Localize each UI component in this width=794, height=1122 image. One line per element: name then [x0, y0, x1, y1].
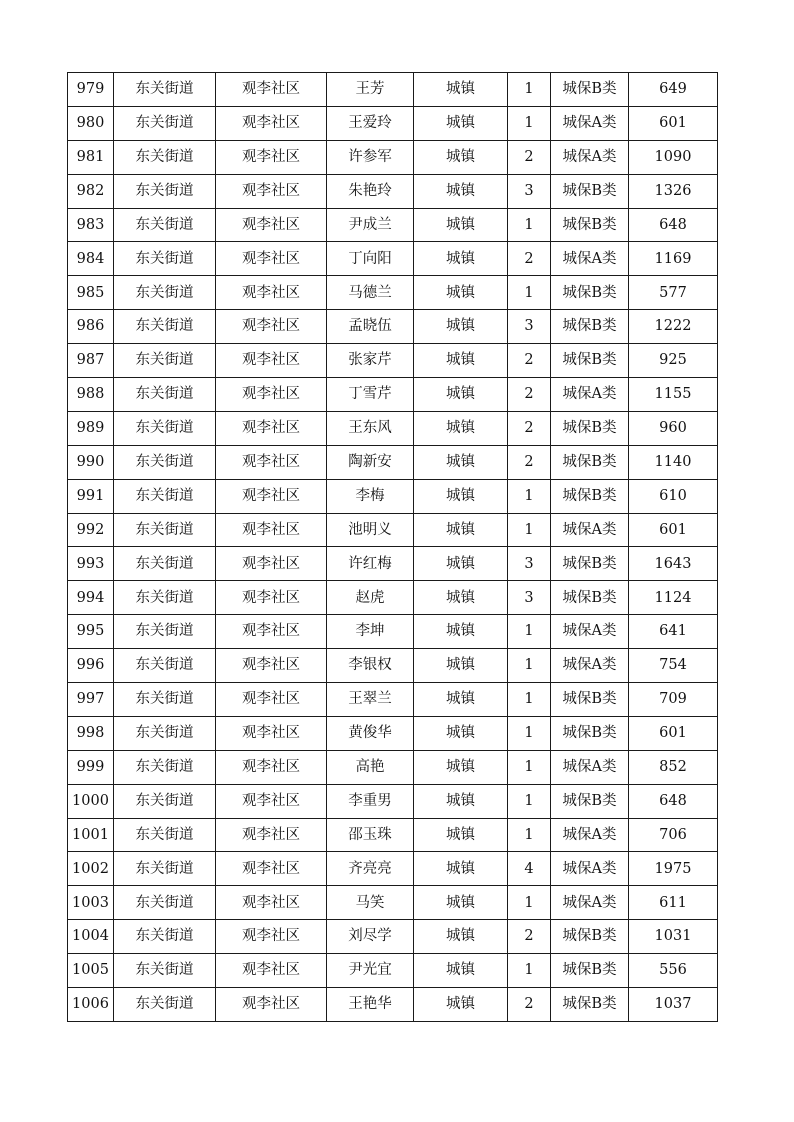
- street-cell: 东关街道: [114, 988, 216, 1022]
- household-type-cell: 城镇: [414, 581, 508, 615]
- table-row: [68, 479, 718, 513]
- street-cell: 东关街道: [114, 649, 216, 683]
- member-count-cell: 3: [508, 547, 551, 581]
- category-cell: 城保B类: [551, 479, 629, 513]
- member-count-cell: 1: [508, 479, 551, 513]
- category-cell: 城保A类: [551, 242, 629, 276]
- household-type-cell: 城镇: [414, 106, 508, 140]
- name-cell: 马笑: [327, 886, 414, 920]
- community-cell: 观李社区: [216, 174, 327, 208]
- community-cell: 观李社区: [216, 920, 327, 954]
- community-cell: 观李社区: [216, 276, 327, 310]
- table-row: [68, 954, 718, 988]
- amount-cell: 1155: [629, 378, 718, 412]
- member-count-cell: 1: [508, 73, 551, 107]
- name-cell: 李坤: [327, 615, 414, 649]
- community-cell: 观李社区: [216, 954, 327, 988]
- category-cell: 城保B类: [551, 581, 629, 615]
- member-count-cell: 1: [508, 818, 551, 852]
- street-cell: 东关街道: [114, 479, 216, 513]
- street-cell: 东关街道: [114, 242, 216, 276]
- street-cell: 东关街道: [114, 615, 216, 649]
- member-count-cell: 1: [508, 208, 551, 242]
- household-type-cell: 城镇: [414, 649, 508, 683]
- category-cell: 城保B类: [551, 310, 629, 344]
- household-type-cell: 城镇: [414, 818, 508, 852]
- category-cell: 城保B类: [551, 920, 629, 954]
- member-count-cell: 1: [508, 683, 551, 717]
- community-cell: 观李社区: [216, 615, 327, 649]
- amount-cell: 577: [629, 276, 718, 310]
- amount-cell: 1222: [629, 310, 718, 344]
- row-number-cell: 980: [68, 106, 114, 140]
- street-cell: 东关街道: [114, 73, 216, 107]
- name-cell: 尹光宜: [327, 954, 414, 988]
- category-cell: 城保B类: [551, 547, 629, 581]
- member-count-cell: 1: [508, 649, 551, 683]
- household-type-cell: 城镇: [414, 547, 508, 581]
- community-cell: 观李社区: [216, 649, 327, 683]
- table-row: [68, 411, 718, 445]
- amount-cell: 706: [629, 818, 718, 852]
- records-table-body: [68, 73, 718, 1022]
- community-cell: 观李社区: [216, 852, 327, 886]
- amount-cell: 852: [629, 750, 718, 784]
- household-type-cell: 城镇: [414, 73, 508, 107]
- name-cell: 王爱玲: [327, 106, 414, 140]
- row-number-cell: 985: [68, 276, 114, 310]
- household-type-cell: 城镇: [414, 954, 508, 988]
- name-cell: 高艳: [327, 750, 414, 784]
- category-cell: 城保A类: [551, 649, 629, 683]
- community-cell: 观李社区: [216, 445, 327, 479]
- street-cell: 东关街道: [114, 378, 216, 412]
- row-number-cell: 1000: [68, 784, 114, 818]
- member-count-cell: 3: [508, 174, 551, 208]
- table-row: [68, 886, 718, 920]
- member-count-cell: 1: [508, 106, 551, 140]
- amount-cell: 1643: [629, 547, 718, 581]
- household-type-cell: 城镇: [414, 411, 508, 445]
- table-row: [68, 344, 718, 378]
- category-cell: 城保B类: [551, 208, 629, 242]
- household-type-cell: 城镇: [414, 344, 508, 378]
- row-number-cell: 1001: [68, 818, 114, 852]
- name-cell: 王艳华: [327, 988, 414, 1022]
- amount-cell: 649: [629, 73, 718, 107]
- household-type-cell: 城镇: [414, 683, 508, 717]
- amount-cell: 601: [629, 513, 718, 547]
- street-cell: 东关街道: [114, 818, 216, 852]
- street-cell: 东关街道: [114, 750, 216, 784]
- table-row: [68, 276, 718, 310]
- name-cell: 孟晓伍: [327, 310, 414, 344]
- name-cell: 王芳: [327, 73, 414, 107]
- name-cell: 丁雪芹: [327, 378, 414, 412]
- household-type-cell: 城镇: [414, 750, 508, 784]
- street-cell: 东关街道: [114, 954, 216, 988]
- table-row: [68, 988, 718, 1022]
- category-cell: 城保B类: [551, 411, 629, 445]
- category-cell: 城保B类: [551, 784, 629, 818]
- row-number-cell: 992: [68, 513, 114, 547]
- amount-cell: 601: [629, 106, 718, 140]
- member-count-cell: 1: [508, 276, 551, 310]
- community-cell: 观李社区: [216, 479, 327, 513]
- amount-cell: 1037: [629, 988, 718, 1022]
- household-type-cell: 城镇: [414, 140, 508, 174]
- name-cell: 许参军: [327, 140, 414, 174]
- member-count-cell: 1: [508, 784, 551, 818]
- community-cell: 观李社区: [216, 106, 327, 140]
- street-cell: 东关街道: [114, 310, 216, 344]
- community-cell: 观李社区: [216, 547, 327, 581]
- category-cell: 城保A类: [551, 852, 629, 886]
- household-type-cell: 城镇: [414, 920, 508, 954]
- street-cell: 东关街道: [114, 716, 216, 750]
- community-cell: 观李社区: [216, 750, 327, 784]
- row-number-cell: 987: [68, 344, 114, 378]
- row-number-cell: 990: [68, 445, 114, 479]
- name-cell: 马德兰: [327, 276, 414, 310]
- member-count-cell: 1: [508, 750, 551, 784]
- table-row: [68, 683, 718, 717]
- member-count-cell: 1: [508, 615, 551, 649]
- household-type-cell: 城镇: [414, 784, 508, 818]
- category-cell: 城保B类: [551, 954, 629, 988]
- amount-cell: 641: [629, 615, 718, 649]
- amount-cell: 1124: [629, 581, 718, 615]
- member-count-cell: 4: [508, 852, 551, 886]
- table-row: [68, 73, 718, 107]
- street-cell: 东关街道: [114, 886, 216, 920]
- household-type-cell: 城镇: [414, 208, 508, 242]
- row-number-cell: 989: [68, 411, 114, 445]
- amount-cell: 1169: [629, 242, 718, 276]
- community-cell: 观李社区: [216, 140, 327, 174]
- household-type-cell: 城镇: [414, 852, 508, 886]
- category-cell: 城保B类: [551, 174, 629, 208]
- row-number-cell: 1006: [68, 988, 114, 1022]
- name-cell: 李重男: [327, 784, 414, 818]
- household-type-cell: 城镇: [414, 310, 508, 344]
- member-count-cell: 3: [508, 581, 551, 615]
- name-cell: 尹成兰: [327, 208, 414, 242]
- household-type-cell: 城镇: [414, 615, 508, 649]
- row-number-cell: 1003: [68, 886, 114, 920]
- category-cell: 城保A类: [551, 615, 629, 649]
- category-cell: 城保A类: [551, 818, 629, 852]
- amount-cell: 556: [629, 954, 718, 988]
- amount-cell: 1140: [629, 445, 718, 479]
- household-type-cell: 城镇: [414, 445, 508, 479]
- street-cell: 东关街道: [114, 683, 216, 717]
- table-row: [68, 750, 718, 784]
- table-row: [68, 649, 718, 683]
- community-cell: 观李社区: [216, 310, 327, 344]
- community-cell: 观李社区: [216, 73, 327, 107]
- name-cell: 陶新安: [327, 445, 414, 479]
- member-count-cell: 2: [508, 920, 551, 954]
- table-row: [68, 920, 718, 954]
- community-cell: 观李社区: [216, 208, 327, 242]
- row-number-cell: 983: [68, 208, 114, 242]
- community-cell: 观李社区: [216, 988, 327, 1022]
- name-cell: 赵虎: [327, 581, 414, 615]
- table-row: [68, 378, 718, 412]
- name-cell: 刘尽学: [327, 920, 414, 954]
- street-cell: 东关街道: [114, 852, 216, 886]
- community-cell: 观李社区: [216, 886, 327, 920]
- category-cell: 城保B类: [551, 276, 629, 310]
- amount-cell: 754: [629, 649, 718, 683]
- amount-cell: 648: [629, 784, 718, 818]
- community-cell: 观李社区: [216, 378, 327, 412]
- community-cell: 观李社区: [216, 818, 327, 852]
- name-cell: 李银权: [327, 649, 414, 683]
- category-cell: 城保A类: [551, 140, 629, 174]
- amount-cell: 1326: [629, 174, 718, 208]
- amount-cell: 709: [629, 683, 718, 717]
- street-cell: 东关街道: [114, 547, 216, 581]
- row-number-cell: 1002: [68, 852, 114, 886]
- category-cell: 城保B类: [551, 445, 629, 479]
- row-number-cell: 979: [68, 73, 114, 107]
- records-table: [67, 72, 718, 1022]
- member-count-cell: 2: [508, 411, 551, 445]
- name-cell: 齐亮亮: [327, 852, 414, 886]
- community-cell: 观李社区: [216, 716, 327, 750]
- row-number-cell: 998: [68, 716, 114, 750]
- household-type-cell: 城镇: [414, 174, 508, 208]
- street-cell: 东关街道: [114, 920, 216, 954]
- household-type-cell: 城镇: [414, 513, 508, 547]
- row-number-cell: 993: [68, 547, 114, 581]
- table-row: [68, 174, 718, 208]
- table-row: [68, 615, 718, 649]
- name-cell: 朱艳玲: [327, 174, 414, 208]
- table-row: [68, 818, 718, 852]
- street-cell: 东关街道: [114, 411, 216, 445]
- amount-cell: 960: [629, 411, 718, 445]
- row-number-cell: 997: [68, 683, 114, 717]
- street-cell: 东关街道: [114, 784, 216, 818]
- category-cell: 城保B类: [551, 716, 629, 750]
- household-type-cell: 城镇: [414, 716, 508, 750]
- table-row: [68, 547, 718, 581]
- amount-cell: 1090: [629, 140, 718, 174]
- row-number-cell: 1004: [68, 920, 114, 954]
- household-type-cell: 城镇: [414, 886, 508, 920]
- member-count-cell: 2: [508, 378, 551, 412]
- category-cell: 城保A类: [551, 378, 629, 412]
- row-number-cell: 995: [68, 615, 114, 649]
- member-count-cell: 2: [508, 344, 551, 378]
- name-cell: 池明义: [327, 513, 414, 547]
- table-row: [68, 208, 718, 242]
- row-number-cell: 996: [68, 649, 114, 683]
- table-row: [68, 581, 718, 615]
- member-count-cell: 2: [508, 988, 551, 1022]
- member-count-cell: 1: [508, 886, 551, 920]
- community-cell: 观李社区: [216, 242, 327, 276]
- amount-cell: 601: [629, 716, 718, 750]
- category-cell: 城保B类: [551, 988, 629, 1022]
- category-cell: 城保A类: [551, 513, 629, 547]
- table-row: [68, 445, 718, 479]
- name-cell: 邵玉珠: [327, 818, 414, 852]
- street-cell: 东关街道: [114, 106, 216, 140]
- community-cell: 观李社区: [216, 581, 327, 615]
- row-number-cell: 981: [68, 140, 114, 174]
- row-number-cell: 991: [68, 479, 114, 513]
- row-number-cell: 984: [68, 242, 114, 276]
- row-number-cell: 999: [68, 750, 114, 784]
- street-cell: 东关街道: [114, 174, 216, 208]
- table-row: [68, 513, 718, 547]
- amount-cell: 648: [629, 208, 718, 242]
- amount-cell: 1975: [629, 852, 718, 886]
- street-cell: 东关街道: [114, 208, 216, 242]
- household-type-cell: 城镇: [414, 479, 508, 513]
- street-cell: 东关街道: [114, 445, 216, 479]
- name-cell: 王翠兰: [327, 683, 414, 717]
- member-count-cell: 1: [508, 954, 551, 988]
- amount-cell: 1031: [629, 920, 718, 954]
- member-count-cell: 2: [508, 242, 551, 276]
- category-cell: 城保B类: [551, 344, 629, 378]
- name-cell: 黄俊华: [327, 716, 414, 750]
- amount-cell: 925: [629, 344, 718, 378]
- street-cell: 东关街道: [114, 581, 216, 615]
- member-count-cell: 1: [508, 513, 551, 547]
- row-number-cell: 982: [68, 174, 114, 208]
- category-cell: 城保B类: [551, 683, 629, 717]
- table-row: [68, 106, 718, 140]
- name-cell: 丁向阳: [327, 242, 414, 276]
- row-number-cell: 1005: [68, 954, 114, 988]
- table-row: [68, 310, 718, 344]
- row-number-cell: 986: [68, 310, 114, 344]
- community-cell: 观李社区: [216, 513, 327, 547]
- street-cell: 东关街道: [114, 276, 216, 310]
- category-cell: 城保A类: [551, 106, 629, 140]
- table-row: [68, 784, 718, 818]
- amount-cell: 610: [629, 479, 718, 513]
- table-row: [68, 852, 718, 886]
- community-cell: 观李社区: [216, 784, 327, 818]
- member-count-cell: 2: [508, 445, 551, 479]
- table-row: [68, 716, 718, 750]
- name-cell: 张家芹: [327, 344, 414, 378]
- street-cell: 东关街道: [114, 344, 216, 378]
- row-number-cell: 994: [68, 581, 114, 615]
- name-cell: 许红梅: [327, 547, 414, 581]
- table-row: [68, 242, 718, 276]
- community-cell: 观李社区: [216, 683, 327, 717]
- row-number-cell: 988: [68, 378, 114, 412]
- community-cell: 观李社区: [216, 344, 327, 378]
- category-cell: 城保B类: [551, 73, 629, 107]
- household-type-cell: 城镇: [414, 242, 508, 276]
- street-cell: 东关街道: [114, 513, 216, 547]
- name-cell: 李梅: [327, 479, 414, 513]
- member-count-cell: 3: [508, 310, 551, 344]
- amount-cell: 611: [629, 886, 718, 920]
- category-cell: 城保A类: [551, 886, 629, 920]
- member-count-cell: 2: [508, 140, 551, 174]
- name-cell: 王东风: [327, 411, 414, 445]
- member-count-cell: 1: [508, 716, 551, 750]
- table-row: [68, 140, 718, 174]
- street-cell: 东关街道: [114, 140, 216, 174]
- household-type-cell: 城镇: [414, 378, 508, 412]
- household-type-cell: 城镇: [414, 276, 508, 310]
- community-cell: 观李社区: [216, 411, 327, 445]
- household-type-cell: 城镇: [414, 988, 508, 1022]
- category-cell: 城保A类: [551, 750, 629, 784]
